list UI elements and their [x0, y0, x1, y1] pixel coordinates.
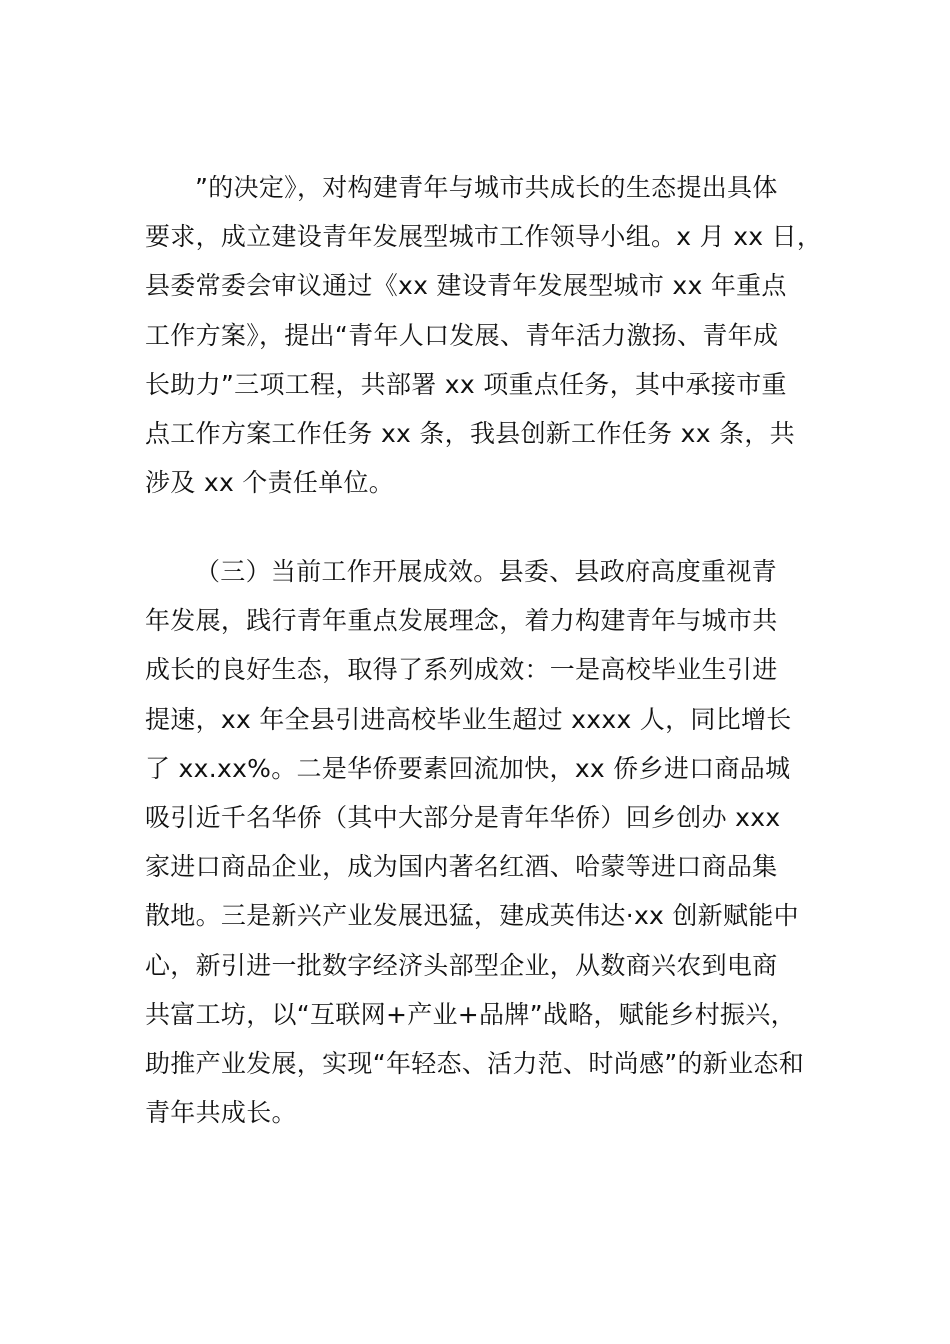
text-line: 县委常委会审议通过《xx 建设青年发展型城市 xx 年重点 — [145, 271, 787, 301]
text-line: 青年共成长。 — [145, 1098, 297, 1128]
paragraph-current-results — [145, 547, 810, 1137]
text-line: 共富工坊，以“互联网+产业+品牌”战略，赋能乡村振兴， — [145, 999, 796, 1029]
text-line: 心，新引进一批数字经济头部型企业，从数商兴农到电商 — [145, 950, 778, 980]
text-line: 工作方案》，提出“青年人口发展、青年活力激扬、青年成 — [145, 320, 779, 350]
text-line: 助推产业发展，实现“年轻态、活力范、时尚感”的新业态和 — [145, 1048, 805, 1078]
text-line: 点工作方案工作任务 xx 条，我县创新工作任务 xx 条，共 — [145, 418, 795, 448]
text-line: 要求，成立建设青年发展型城市工作领导小组。x 月 xx 日， — [145, 222, 823, 252]
text-line: 吸引近千名华侨（其中大部分是青年华侨）回乡创办 xxx — [145, 802, 781, 832]
text-line: 年发展，践行青年重点发展理念，着力构建青年与城市共 — [145, 606, 778, 636]
text-line: 了 xx.xx%。二是华侨要素回流加快，xx 侨乡进口商品城 — [145, 753, 791, 783]
text-line: 涉及 xx 个责任单位。 — [145, 468, 395, 498]
text-line: 散地。三是新兴产业发展迅猛，建成英伟达·xx 创新赋能中 — [145, 901, 799, 931]
section-heading-line: （三）当前工作开展成效。县委、县政府高度重视青 — [195, 557, 777, 586]
paragraph-decision-continuation — [145, 163, 823, 507]
text-line: 长助力”三项工程，共部署 xx 项重点任务，其中承接市重 — [145, 369, 787, 399]
text-line: 家进口商品企业，成为国内著名红酒、哈蒙等进口商品集 — [145, 852, 778, 882]
text-line: 成长的良好生态，取得了系列成效：一是高校毕业生引进 — [145, 655, 778, 685]
text-line: ”的决定》，对构建青年与城市共成长的生态提出具体 — [195, 173, 778, 202]
text-line: 提速，xx 年全县引进高校毕业生超过 xxxx 人，同比增长 — [145, 704, 792, 734]
